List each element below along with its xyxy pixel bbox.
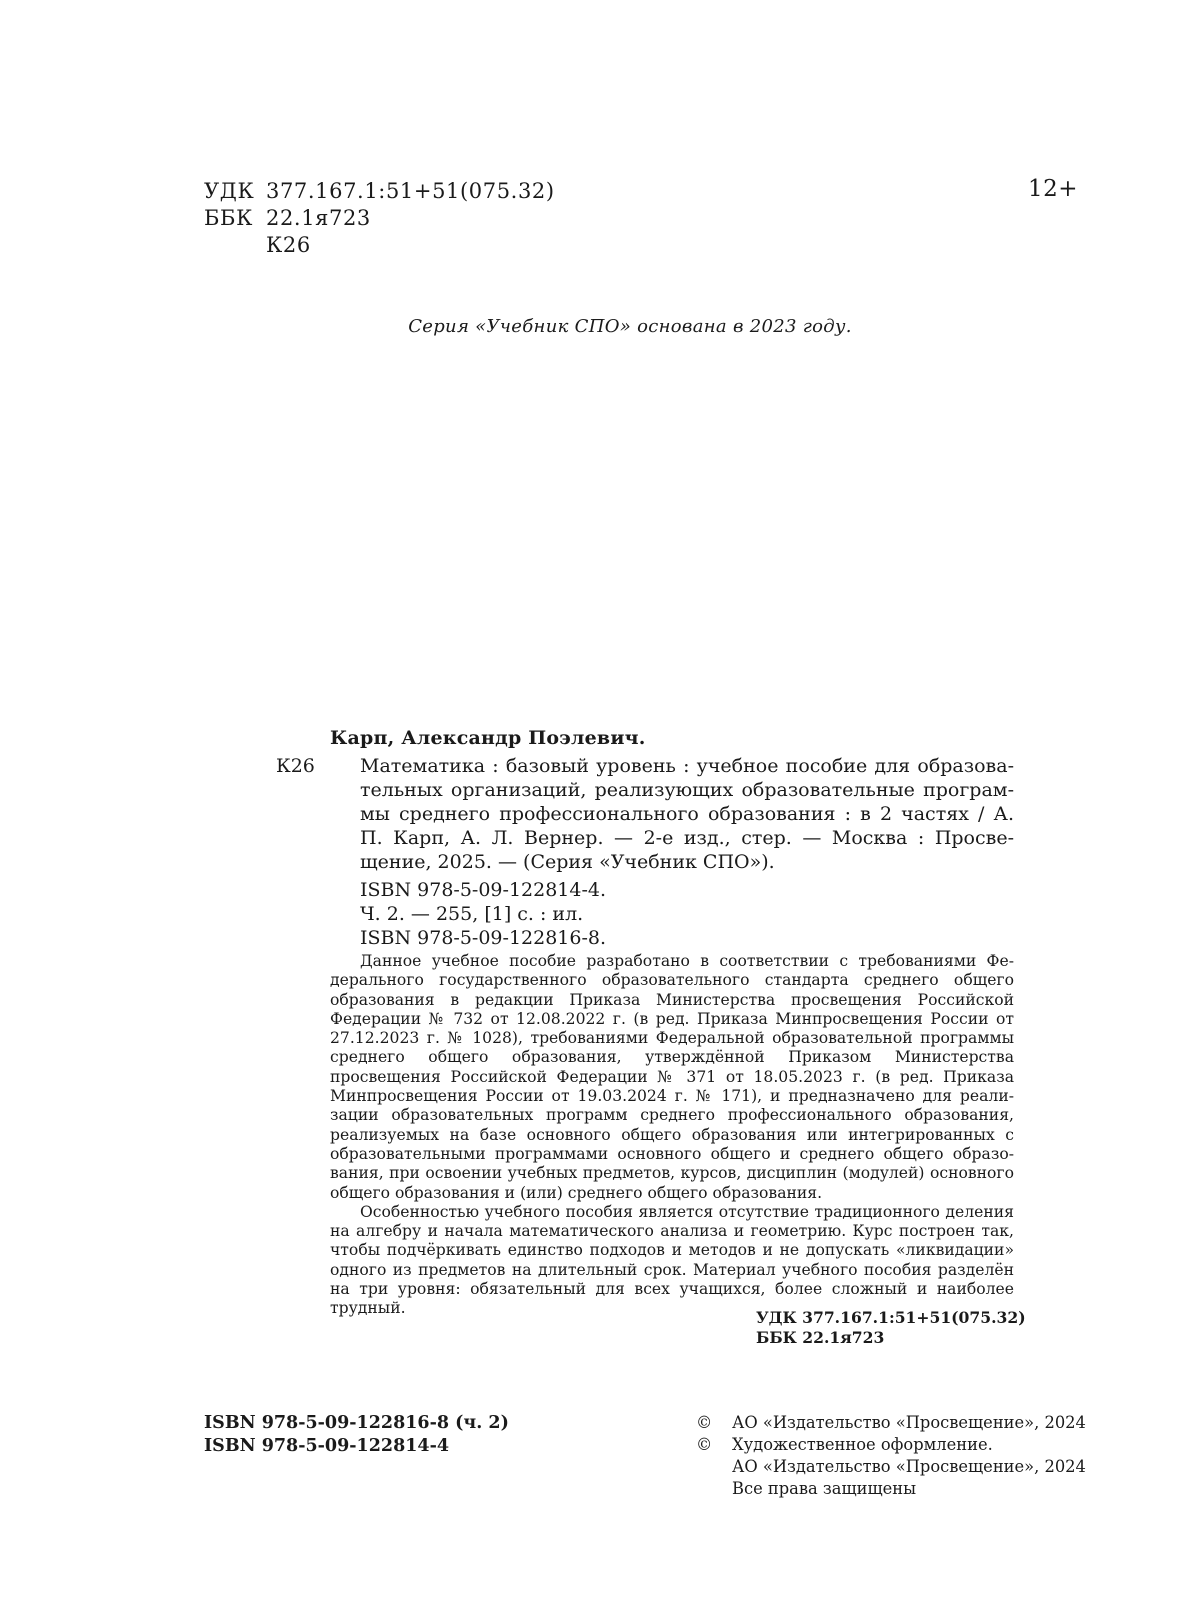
isbn-part: ISBN 978-5-09-122816-8. — [360, 927, 607, 949]
udk-label: УДК — [204, 179, 255, 203]
bbk-label: ББК — [204, 206, 253, 230]
part-info: Ч. 2. — 255, [1] с. : ил. — [360, 903, 584, 925]
isbn-common: ISBN 978-5-09-122814-4. — [360, 879, 607, 901]
author-mark-top: К26 — [266, 233, 311, 257]
copyright-block — [696, 1412, 1086, 1500]
annotation-paragraph-2: Особенностью учебного пособия является отсутствие традиционного деления на алгебру и начала математического анализа и геометрию. Курс построен так, чтобы подчёркивать единство подходов и методов и не допускать «ликвидации» одного из предметов на длительный срок. Материал учебного пособия разделён на три уровня: обязательный для всех учащихся, более сложный и наиболее трудный. — [330, 1202, 1014, 1318]
author-mark-row — [204, 232, 555, 259]
author-mark: К26 — [276, 755, 315, 777]
author-name: Карп, Александр Поэлевич. — [330, 727, 646, 749]
copyright-line-1: АО «Издательство «Просвещение», 2024 — [732, 1413, 1086, 1432]
book-description: Математика : базовый уровень : учебное пособие для образовательных организаций, реализующих образовательные программы среднего профессионального образования : в 2 частях / А. П. Карп, А. Л. Вернер. — 2-е изд., стер. — Москва : Просвещение, 2025. — (Серия «Учебник СПО»). — [360, 755, 1014, 873]
isbn-bottom-line-1: ISBN 978-5-09-122816-8 (ч. 2) — [204, 1413, 509, 1433]
bibliographic-record — [276, 726, 1014, 950]
rights-reserved: Все права защищены — [732, 1479, 917, 1498]
bbk-value: 22.1я723 — [266, 206, 371, 230]
udk-bbk-bottom — [756, 1308, 1026, 1348]
age-rating: 12+ — [1027, 176, 1078, 202]
udk-row — [204, 178, 555, 205]
series-note: Серия «Учебник СПО» основана в 2023 году. — [408, 316, 852, 337]
bbk-bottom-line: ББК 22.1я723 — [756, 1328, 885, 1347]
copyright-line-3: АО «Издательство «Просвещение», 2024 — [732, 1457, 1086, 1476]
copyright-line-2: Художественное оформление. — [732, 1435, 993, 1454]
bbk-row — [204, 205, 555, 232]
isbn-block — [204, 1412, 509, 1458]
copyright-row-3 — [696, 1456, 1086, 1478]
isbn-bottom-line-2: ISBN 978-5-09-122814-4 — [204, 1436, 450, 1456]
udk-bottom-line: УДК 377.167.1:51+51(075.32) — [756, 1308, 1026, 1327]
classification-codes — [204, 178, 555, 259]
copyright-row-2 — [696, 1434, 1086, 1456]
copyright-row-1 — [696, 1412, 1086, 1434]
copyright-icon: © — [696, 1413, 713, 1432]
annotation — [330, 952, 1014, 1319]
udk-value: 377.167.1:51+51(075.32) — [266, 179, 555, 203]
copyright-icon: © — [696, 1435, 713, 1454]
annotation-paragraph-1: Данное учебное пособие разработано в соответствии с требованиями Федерального государственного образовательного стандарта среднего общего образования в редакции Приказа Министерства просвещения Российской Федерации № 732 от 12.08.2022 г. (в ред. Приказа Минпросвещения России от 27.12.2023 г. № 1028), требованиями Федеральной образовательной программы среднего общего образования, утверждённой Приказом Министерства просвещения Российской Федерации № 371 от 18.05.2023 г. (в ред. Приказа Минпросвещения России от 19.03.2024 г. № 171), и предназначено для реализации образовательных программ среднего профессионального образования, реализуемых на базе основного общего образования или интегрированных с образовательными программами основного общего и среднего общего образования, при освоении учебных предметов, курсов, дисциплин (модулей) основного общего образования и (или) среднего общего образования. — [330, 952, 1014, 1202]
copyright-row-4 — [696, 1478, 1086, 1500]
